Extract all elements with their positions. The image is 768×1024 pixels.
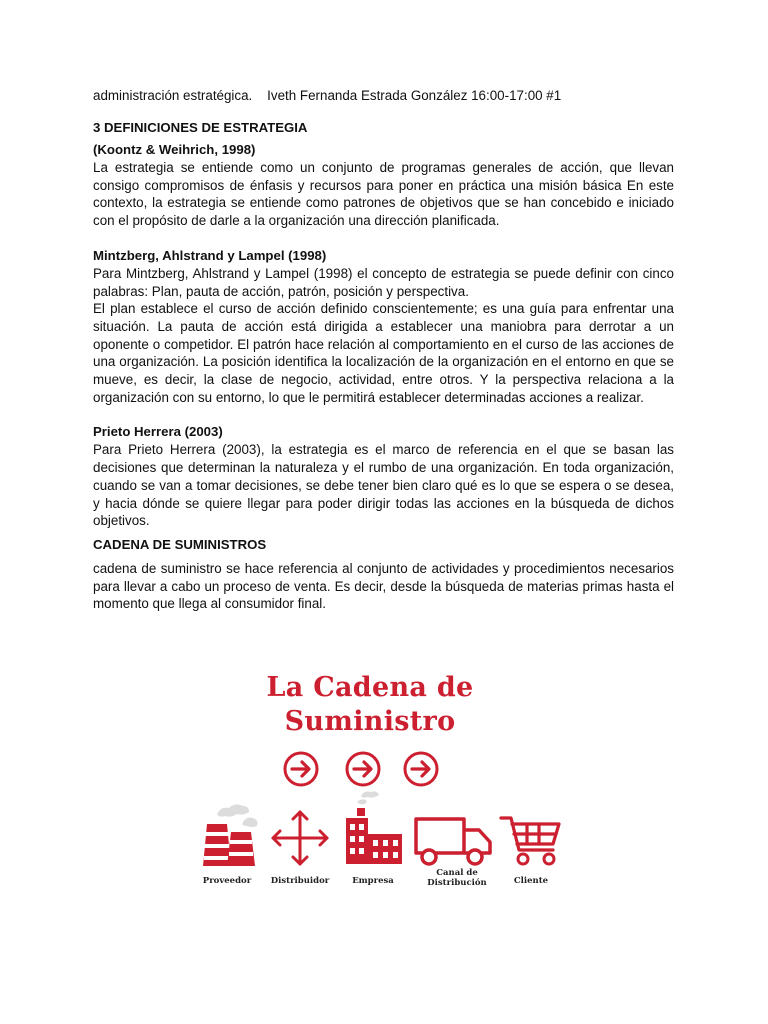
section-title-definiciones: 3 DEFINICIONES DE ESTRATEGIA [93, 120, 308, 135]
section-title-cadena: CADENA DE SUMINISTROS [93, 536, 267, 552]
figure-title-line1: La Cadena de [266, 672, 474, 703]
document-body [93, 87, 674, 613]
definition-text-mintzberg-body: El plan establece el curso de acción definido conscientemente; es una guía para enfrentar una situación. La pauta de acción está dirigida a establecer una maniobra para derrotar a un oponente o competidor. El patrón hace relación al comportamiento en el curso de las acciones de una organización. La posición identifica la localización de la organización en el entorno en que se mueve, es decir, la clase de negocio, actividad, entre otros. Y la perspectiva relaciona a la organización con su entorno, lo que le permitirá establecer determinadas acciones a realizar. [93, 301, 674, 405]
arrow-circle-right-icon [401, 751, 441, 787]
step-label-empresa: Empresa [352, 876, 394, 886]
definition-author-koontz: (Koontz & Weihrich, 1998) [93, 142, 256, 157]
definition-text-koontz: La estrategia se entiende como un conjunto de programas generales de acción, que llevan consigo compromisos de énfasis y recursos para poner en práctica una misión básica En este contexto, la estrategia se entiende como patrones de objetivos que se han concebido e iniciado con el propósito de darle a la organización una dirección planificada. [93, 160, 674, 229]
step-label-canal-distribucion: Canal de Distribución [427, 868, 487, 888]
definition-author-mintzberg: Mintzberg, Ahlstrand y Lampel (1998) [93, 247, 327, 263]
supply-chain-figure [195, 668, 575, 898]
step-label-distribuidor: Distribuidor [270, 876, 330, 886]
step-label-proveedor: Proveedor [202, 876, 252, 886]
step-label-cliente: Cliente [513, 876, 549, 886]
shopping-cart-icon [499, 814, 563, 868]
definition-author-prieto: Prieto Herrera (2003) [93, 424, 223, 440]
company-building-icon [343, 790, 405, 866]
arrow-circle-right-icon [343, 751, 383, 787]
definition-text-prieto: Para Prieto Herrera (2003), la estrategia es el marco de referencia en el que se basan las decisiones que determinan la naturaleza y el rumbo de una organización. En toda organización, cuando se van a tomar decisiones, se debe tener bien claro qué es lo que se espera o se desea, y hacia dónde se quiere llegar para poder dirigir todas las acciones en la búsqueda de dichos objetivos. [93, 442, 674, 529]
page-header: administración estratégica. Iveth Fernanda Estrada González 16:00-17:00 #1 [93, 88, 562, 103]
truck-icon [413, 814, 495, 868]
factory-icon [197, 800, 263, 868]
arrow-circle-right-icon [281, 751, 321, 787]
move-arrows-icon [269, 808, 331, 868]
definition-text-mintzberg-intro: Para Mintzberg, Ahlstrand y Lampel (1998) el concepto de estrategia se puede definir con cinco palabras: Plan, pauta de acción, patrón, posición y perspectiva. [93, 265, 674, 299]
figure-title-line2: Suministro [284, 706, 456, 737]
section-text-cadena: cadena de suministro se hace referencia al conjunto de actividades y procedimientos necesarios para llevar a cabo un proceso de venta. Es decir, desde la búsqueda de materias primas hasta el momento que llega al consumidor final. [93, 560, 674, 612]
